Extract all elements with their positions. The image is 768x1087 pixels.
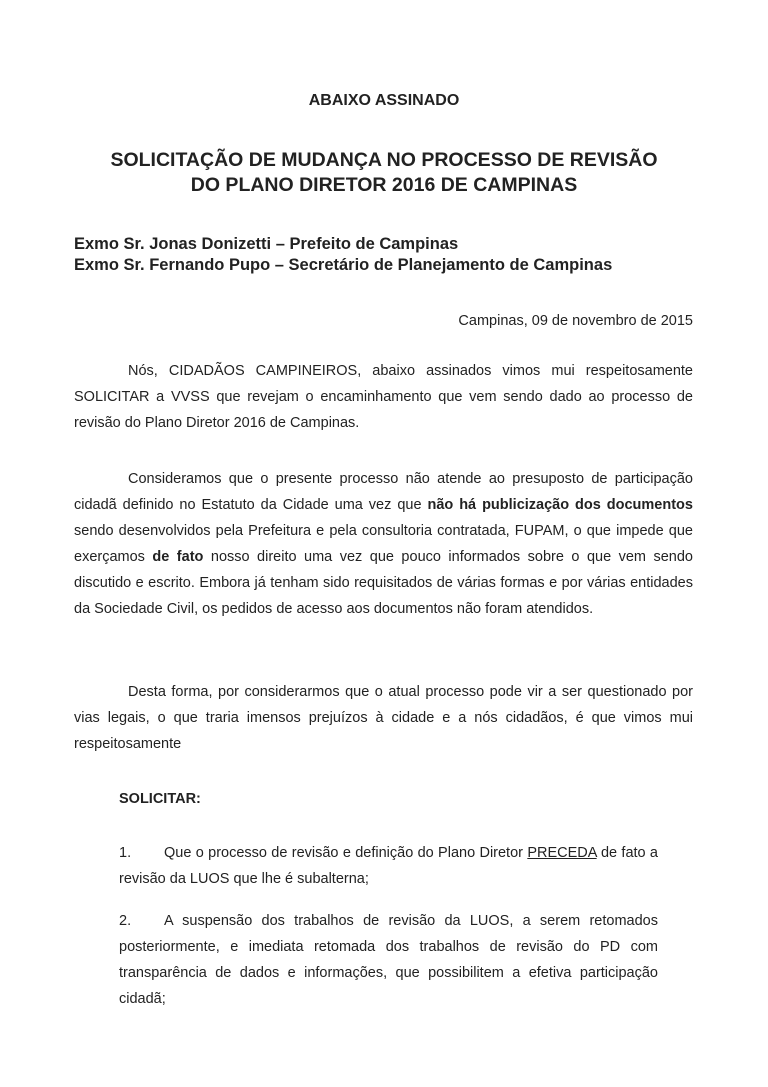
document-subtitle xyxy=(74,148,694,198)
addressee-secretary: Exmo Sr. Fernando Pupo – Secretário de Planejamento de Campinas xyxy=(74,256,613,274)
paragraph-considerations-part-2: sendo desenvolvidos pela Prefeitura e pela consultoria contratada, FUPAM, o que impede que exerçamos xyxy=(74,523,693,565)
addressee-mayor: Exmo Sr. Jonas Donizetti – Prefeito de Campinas xyxy=(74,235,459,253)
document-date: Campinas, 09 de novembro de 2015 xyxy=(458,313,693,329)
paragraph-conclusion: Desta forma, por considerarmos que o atual processo pode vir a ser questionado por vias legais, o que traria imensos prejuízos à cidade e a nós cidadãos, é que vimos mui respeitosamente xyxy=(74,684,693,752)
paragraph-considerations xyxy=(74,466,693,622)
solicitar-heading: SOLICITAR: xyxy=(119,791,201,807)
list-item xyxy=(119,908,658,1012)
list-item-number: 2. xyxy=(119,913,132,929)
subtitle-line-1: SOLICITAÇÃO DE MUDANÇA NO PROCESSO DE REVISÃO xyxy=(110,149,658,171)
paragraph-considerations-part-3: nosso direito uma vez que pouco informados sobre o que vem sendo discutido e escrito. Embora já tenham sido requisitados de várias formas e por várias entidades da Sociedade Civil, os pedidos de acesso aos documentos não foram atendidos. xyxy=(74,549,693,617)
document-title: ABAIXO ASSINADO xyxy=(308,92,460,109)
list-item xyxy=(119,840,658,892)
list-item-text-after: de fato a revisão da LUOS que lhe é subalterna; xyxy=(119,845,658,887)
paragraph-considerations-bold-1: não há publicização dos documentos xyxy=(427,497,693,513)
list-item-underlined: PRECEDA xyxy=(527,845,597,861)
list-item-text: A suspensão dos trabalhos de revisão da LUOS, a serem retomados posteriormente, e imediata retomada dos trabalhos de revisão do PD com transparência de dados e informações, que possibilitem a efetiva participação cidadã; xyxy=(119,913,658,1007)
list-item-text-before: Que o processo de revisão e definição do Plano Diretor xyxy=(164,845,528,861)
paragraph-intro: Nós, CIDADÃOS CAMPINEIROS, abaixo assinados vimos mui respeitosamente SOLICITAR a VVSS que revejam o encaminhamento que vem sendo dado ao processo de revisão do Plano Diretor 2016 de Campinas. xyxy=(74,363,693,431)
addressees-block xyxy=(74,234,612,276)
paragraph-considerations-part-1: Consideramos que o presente processo não atende ao presuposto de participação cidadã definido no Estatuto da Cidade uma vez que xyxy=(74,471,693,513)
paragraph-considerations-bold-2: de fato xyxy=(152,549,204,565)
list-item-number: 1. xyxy=(119,845,132,861)
subtitle-line-2: DO PLANO DIRETOR 2016 DE CAMPINAS xyxy=(190,174,578,196)
